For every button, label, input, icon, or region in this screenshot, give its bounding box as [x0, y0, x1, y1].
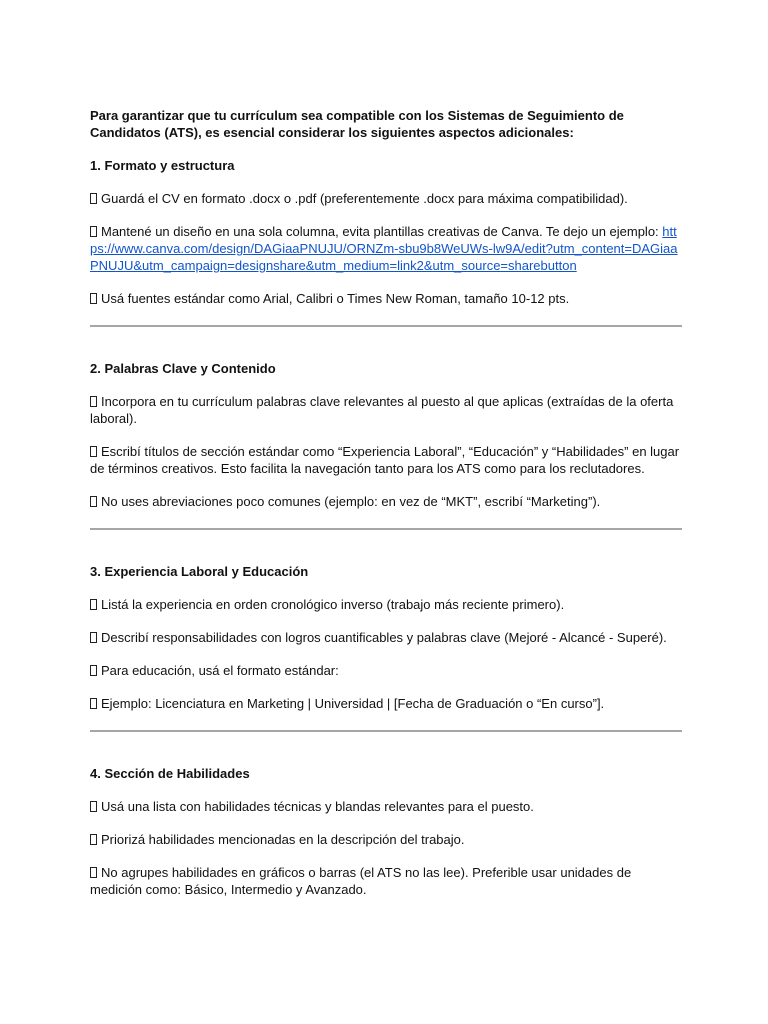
- divider: [90, 528, 682, 530]
- missing-glyph-icon: [90, 226, 97, 237]
- missing-glyph-icon: [90, 698, 97, 709]
- list-item: Usá fuentes estándar como Arial, Calibri o Times New Roman, tamaño 10-12 pts.: [90, 290, 682, 307]
- list-item: Incorpora en tu currículum palabras clave relevantes al puesto al que aplicas (extraídas de la oferta laboral).: [90, 394, 674, 426]
- section-experiencia: [90, 563, 682, 712]
- divider: [90, 325, 682, 327]
- section-heading: 3. Experiencia Laboral y Educación: [90, 564, 309, 579]
- list-item: No uses abreviaciones poco comunes (ejemplo: en vez de “MKT”, escribí “Marketing”).: [90, 493, 682, 510]
- section-heading: 2. Palabras Clave y Contenido: [90, 361, 276, 376]
- missing-glyph-icon: [90, 599, 97, 610]
- missing-glyph-icon: [90, 293, 97, 304]
- intro-paragraph: Para garantizar que tu currículum sea compatible con los Sistemas de Seguimiento de Candidatos (ATS), es esencial considerar los siguientes aspectos adicionales:: [90, 108, 624, 140]
- list-item: Describí responsabilidades con logros cuantificables y palabras clave (Mejoré - Alcancé - Superé).: [90, 629, 682, 646]
- canva-link[interactable]: https://www.canva.com/design/DAGiaaPNUJU/ORNZm-sbu9b8WeUWs-lw9A/edit?utm_content=DAGiaaPNUJU&utm_campaign=designshare&utm_medium=link2&utm_source=sharebutton: [90, 224, 678, 273]
- missing-glyph-icon: [90, 665, 97, 676]
- list-item: Escribí títulos de sección estándar como “Experiencia Laboral”, “Educación” y “Habilidades” en lugar de términos creativos. Esto facilita la navegación tanto para los ATS como para los reclutadores.: [90, 444, 680, 476]
- list-item: Mantené un diseño en una sola columna, evita plantillas creativas de Canva. Te dejo un ejemplo: https://www.canva.com/design/DAGiaaPNUJU/ORNZm-sbu9b8WeUWs-lw9A/edit?utm_content=DAGiaaPNUJU&utm_campaign=designshare&utm_medium=link2&utm_source=sharebutton: [90, 224, 678, 273]
- list-item: Para educación, usá el formato estándar:: [90, 662, 682, 679]
- missing-glyph-icon: [90, 396, 97, 407]
- document-body: [90, 107, 682, 898]
- list-item: Usá una lista con habilidades técnicas y blandas relevantes para el puesto.: [90, 798, 682, 815]
- missing-glyph-icon: [90, 867, 97, 878]
- list-item: Guardá el CV en formato .docx o .pdf (preferentemente .docx para máxima compatibilidad).: [90, 190, 682, 207]
- missing-glyph-icon: [90, 834, 97, 845]
- section-heading: 1. Formato y estructura: [90, 158, 235, 173]
- missing-glyph-icon: [90, 193, 97, 204]
- missing-glyph-icon: [90, 632, 97, 643]
- list-item: Listá la experiencia en orden cronológico inverso (trabajo más reciente primero).: [90, 596, 682, 613]
- section-formato: [90, 157, 682, 307]
- divider: [90, 730, 682, 732]
- missing-glyph-icon: [90, 801, 97, 812]
- missing-glyph-icon: [90, 446, 97, 457]
- list-item: Ejemplo: Licenciatura en Marketing | Universidad | [Fecha de Graduación o “En curso”].: [90, 695, 682, 712]
- list-item: No agrupes habilidades en gráficos o barras (el ATS no las lee). Preferible usar unidades de medición como: Básico, Intermedio y Avanzado.: [90, 865, 632, 897]
- missing-glyph-icon: [90, 496, 97, 507]
- section-heading: 4. Sección de Habilidades: [90, 766, 250, 781]
- section-palabras-clave: [90, 360, 682, 510]
- list-item: Priorizá habilidades mencionadas en la descripción del trabajo.: [90, 831, 682, 848]
- section-habilidades: [90, 765, 682, 898]
